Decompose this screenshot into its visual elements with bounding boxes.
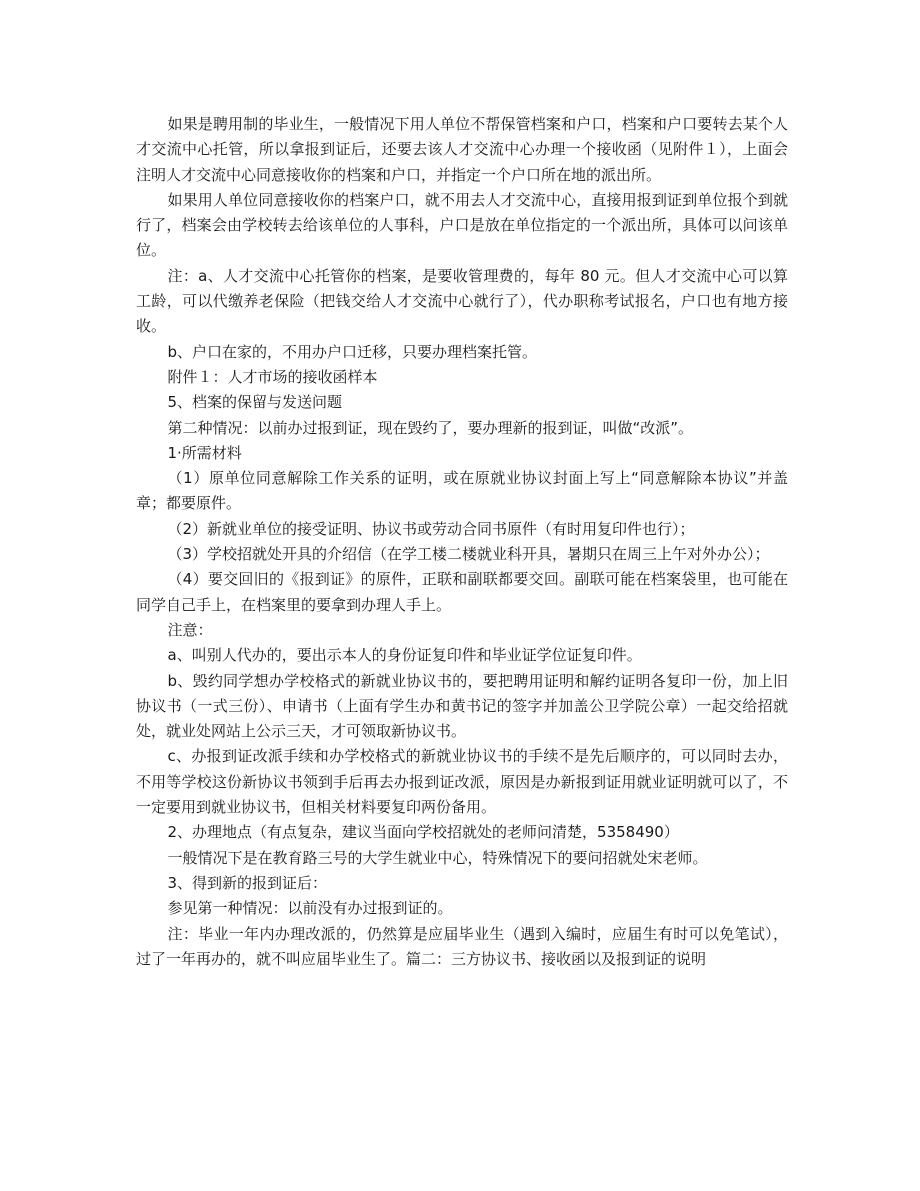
section-heading: 5、档案的保留与发送问题 (167, 393, 343, 412)
paragraph: 一般情况下是在教育路三号的大学生就业中心，特殊情况下的要问招就处宋老师。 (167, 848, 708, 867)
paragraph: 第二种情况：以前办过报到证，现在毁约了，要办理新的报到证，叫做“改派”。 (167, 418, 694, 437)
section-heading: 2、办理地点（有点复杂，建议当面向学校招就处的老师问清楚，5358490） (167, 823, 679, 842)
paragraph: 注：a、人才交流中心托管你的档案，是要收管理费的，每年 80 元。但人才交流中心可以算工龄，可以代缴养老保险（把钱交给人才交流中心就行了），代办职称考试报名，户口也有地方接收。 (136, 266, 788, 336)
list-item: （3）学校招就处开具的介绍信（在学工楼二楼就业科开具，暑期只在周三上午对外办公）； (167, 545, 770, 564)
list-item: a、叫别人代办的，要出示本人的身份证复印件和毕业证学位证复印件。 (167, 646, 642, 665)
list-item: b、毁约同学想办学校格式的新就业协议书的，要把聘用证明和解约证明各复印一份，加上旧协议书（一式三份）、申请书（上面有学生办和黄书记的签字并加盖公卫学院公章）一起交给招就处，就业处网站上公示三天，才可领取新协议书。 (136, 671, 788, 741)
list-item: c、办报到证改派手续和办学校格式的新就业协议书的手续不是先后顺序的，可以同时去办，不用等学校这份新协议书领到手后再去办报到证改派，原因是办新报到证用就业证明就可以了，不一定要用到就业协议书，但相关材料要复印两份备用。 (136, 747, 788, 817)
paragraph: b、户口在家的，不用办户口迁移，只要办理档案托管。 (167, 342, 538, 361)
paragraph: 附件１：人才市场的接收函样本 (167, 367, 378, 386)
section-heading: 1·所需材料 (167, 443, 242, 462)
paragraph: 参见第一种情况：以前没有办过报到证的。 (167, 899, 453, 918)
list-item: （4）要交回旧的《报到证》的原件，正联和副联都要交回。副联可能在档案袋里，也可能在同学自己手上，在档案里的要拿到办理人手上。 (136, 570, 788, 614)
paragraph: 如果是聘用制的毕业生，一般情况下用人单位不帮保管档案和户口，档案和户口要转去某个人才交流中心托管，所以拿报到证后，还要去该人才交流中心办理一个接收函（见附件１），上面会注明人才交流中心同意接收你的档案和户口，并指定一个户口所在地的派出所。 (136, 115, 788, 184)
paragraph: 注：毕业一年内办理改派的，仍然算是应届毕业生（遇到入编时，应届生有时可以免笔试），过了一年再办的，就不叫应届毕业生了。篇二：三方协议书、接收函以及报到证的说明 (136, 924, 788, 968)
section-heading: 注意： (167, 620, 213, 639)
document-body (136, 112, 788, 972)
paragraph: 如果用人单位同意接收你的档案户口，就不用去人才交流中心，直接用报到证到单位报个到就行了，档案会由学校转去给该单位的人事科，户口是放在单位指定的一个派出所，具体可以问该单位。 (136, 190, 788, 260)
section-heading: 3、得到新的报到证后： (167, 873, 328, 892)
list-item: （2）新就业单位的接受证明、协议书或劳动合同书原件（有时用复印件也行）； (167, 519, 695, 538)
list-item: （1）原单位同意解除工作关系的证明，或在原就业协议封面上写上“同意解除本协议”并盖章；都要原件。 (136, 469, 788, 513)
